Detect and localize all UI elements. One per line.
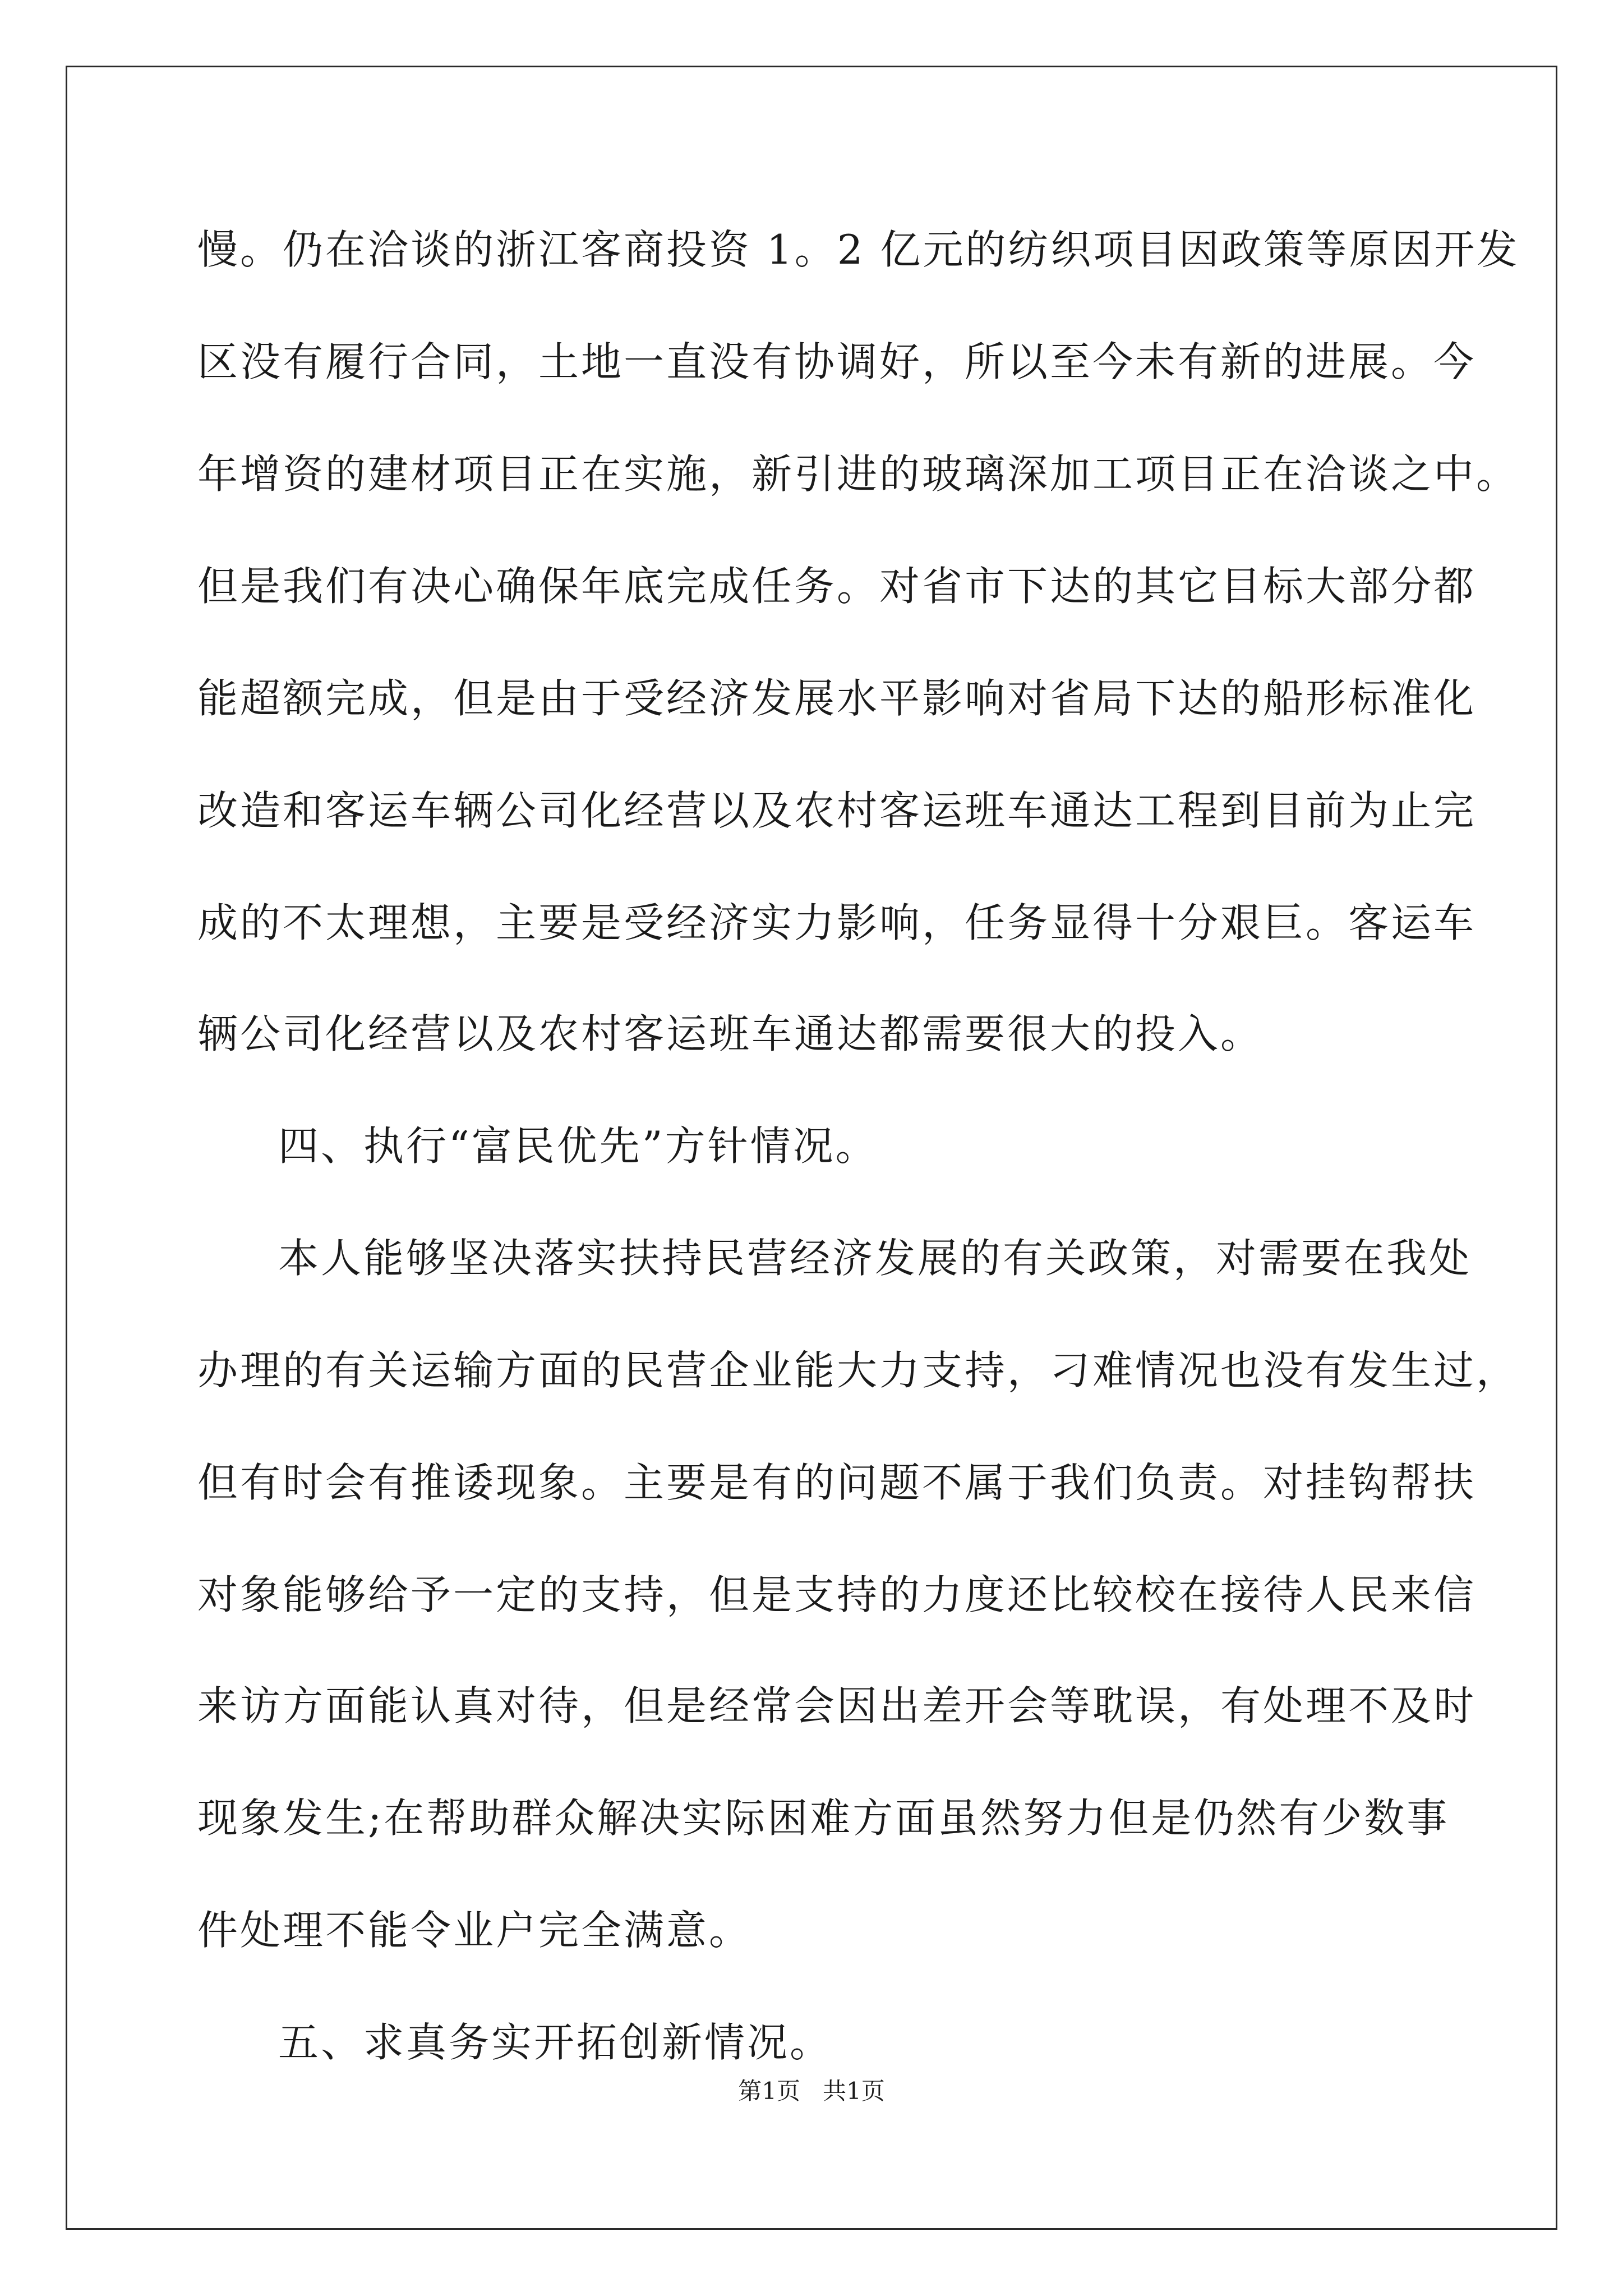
- text-line-6: 改造和客运车辆公司化经营以及农村客运班车通达工程到目前为止完: [197, 787, 1477, 834]
- text-line-7: 成的不太理想，主要是受经济实力影响，任务显得十分艰巨。客运车: [197, 899, 1477, 946]
- text-line-14: 来访方面能认真对待，但是经常会因出差开会等耽误，有处理不及时: [197, 1682, 1477, 1729]
- text-line-3: 年增资的建材项目正在实施，新引进的玻璃深加工项目正在洽谈之中。: [197, 450, 1519, 498]
- text-line-13: 对象能够给予一定的支持，但是支持的力度还比较校在接待人民来信: [197, 1571, 1477, 1618]
- text-line-16: 件处理不能令业户完全满意。: [197, 1907, 752, 1954]
- text-line-8: 辆公司化经营以及农村客运班车通达都需要很大的投入。: [197, 1010, 1264, 1057]
- text-line-4: 但是我们有决心确保年底完成任务。对省市下达的其它目标大部分都: [197, 563, 1477, 610]
- text-line-12: 但有时会有推诿现象。主要是有的问题不属于我们负责。对挂钩帮扶: [197, 1459, 1477, 1506]
- text-line-11: 办理的有关运输方面的民营企业能大力支持，刁难情况也没有发生过，: [197, 1347, 1519, 1394]
- section-heading-4: 四、执行“富民优先”方针情况。: [278, 1122, 878, 1170]
- page-footer: 第1页 共1页: [738, 2077, 885, 2105]
- text-line-2: 区没有履行合同，土地一直没有协调好，所以至今未有新的进展。今: [197, 338, 1477, 385]
- text-line-1: 慢。仍在洽谈的浙江客商投资 1。2 亿元的纺织项目因政策等原因开发: [197, 226, 1520, 273]
- section-heading-5: 五、求真务实开拓创新情况。: [278, 2019, 833, 2066]
- text-line-15: 现象发生;在帮助群众解决实际困难方面虽然努力但是仍然有少数事: [197, 1795, 1450, 1842]
- text-line-5: 能超额完成，但是由于受经济发展水平影响对省局下达的船形标准化: [197, 675, 1477, 722]
- text-line-10: 本人能够坚决落实扶持民营经济发展的有关政策，对需要在我处: [278, 1235, 1472, 1282]
